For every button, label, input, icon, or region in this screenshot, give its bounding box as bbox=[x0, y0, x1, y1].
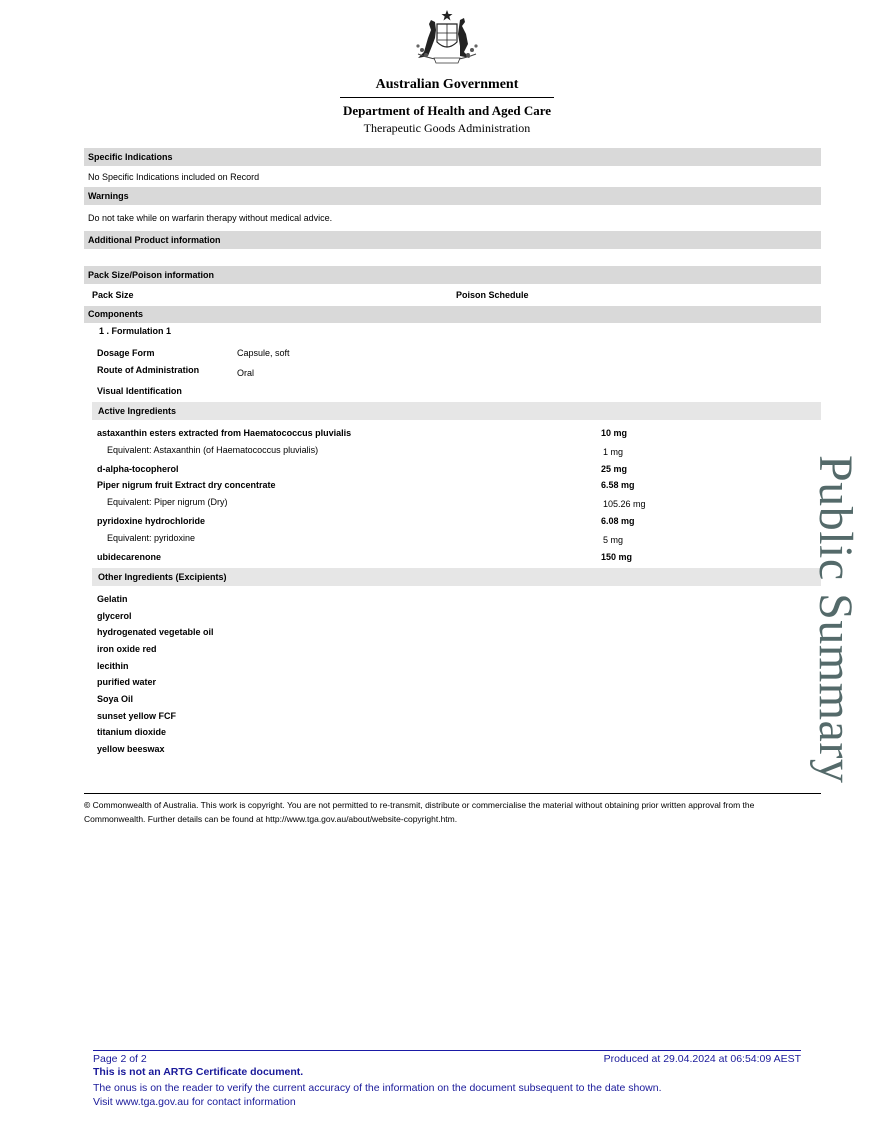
department-title: Department of Health and Aged Care bbox=[342, 103, 552, 118]
dosage-form-label: Dosage Form bbox=[97, 348, 155, 358]
visual-identification-label: Visual Identification bbox=[97, 386, 182, 396]
active-ingredient-amount: 25 mg bbox=[601, 464, 628, 474]
excipient-item: lecithin bbox=[97, 661, 129, 671]
excipient-item: Soya Oil bbox=[97, 694, 134, 704]
active-ingredient-amount: 10 mg bbox=[601, 428, 628, 438]
active-ingredient-name: Piper nigrum fruit Extract dry concentrate bbox=[97, 480, 276, 490]
contact-notice: Visit www.tga.gov.au for contact information bbox=[93, 1096, 296, 1108]
active-ingredient-amount: 6.58 mg bbox=[601, 480, 635, 490]
dosage-form-value: Capsule, soft bbox=[237, 348, 290, 358]
equivalent-ingredient-name: Equivalent: Piper nigrum (Dry) bbox=[107, 497, 228, 507]
coat-of-arms-logo bbox=[404, 8, 490, 70]
excipient-item: sunset yellow FCF bbox=[97, 711, 177, 721]
equivalent-ingredient-amount: 5 mg bbox=[603, 535, 624, 545]
copyright-notice bbox=[84, 798, 814, 826]
section-header-additional-info: Additional Product information bbox=[84, 231, 821, 249]
excipient-item: glycerol bbox=[97, 611, 132, 621]
active-ingredient-name: astaxanthin esters extracted from Haematococcus pluvialis bbox=[97, 428, 352, 438]
footer-divider bbox=[93, 1050, 801, 1051]
excipient-item: yellow beeswax bbox=[97, 744, 165, 754]
section-header-pack-size: Pack Size/Poison information bbox=[84, 266, 821, 284]
excipient-item: Gelatin bbox=[97, 594, 128, 604]
public-summary-watermark: Public Summary bbox=[809, 455, 862, 784]
active-ingredients-header: Active Ingredients bbox=[92, 402, 821, 420]
equivalent-ingredient-name: Equivalent: Astaxanthin (of Haematococcus pluvialis) bbox=[107, 445, 319, 455]
route-of-administration-value: Oral bbox=[237, 368, 255, 378]
poison-schedule-column-header: Poison Schedule bbox=[456, 290, 529, 300]
active-ingredient-amount: 6.08 mg bbox=[601, 516, 635, 526]
specific-indications-text: No Specific Indications included on Record bbox=[88, 172, 260, 182]
formulation-title: 1 . Formulation 1 bbox=[99, 326, 172, 336]
excipient-item: hydrogenated vegetable oil bbox=[97, 627, 214, 637]
active-ingredient-name: d-alpha-tocopherol bbox=[97, 464, 179, 474]
section-header-warnings: Warnings bbox=[84, 187, 821, 205]
copyright-symbol: © bbox=[84, 800, 91, 810]
copyright-text: Commonwealth of Australia. This work is copyright. You are not permitted to re-transmit, distribute or commercialise the material without obtaining prior written approval from the Commonwealth. Further details can be found at http://www.tga.gov.au/about/website-copyright.htm. bbox=[84, 800, 755, 824]
equivalent-ingredient-amount: 1 mg bbox=[603, 447, 624, 457]
header-divider bbox=[340, 97, 554, 98]
active-ingredient-name: ubidecarenone bbox=[97, 552, 162, 562]
excipient-item: purified water bbox=[97, 677, 157, 687]
produced-timestamp: Produced at 29.04.2024 at 06:54:09 AEST bbox=[603, 1053, 801, 1065]
pack-size-column-header: Pack Size bbox=[92, 290, 134, 300]
not-certificate-notice: This is not an ARTG Certificate document. bbox=[93, 1066, 304, 1078]
equivalent-ingredient-amount: 105.26 mg bbox=[603, 499, 646, 509]
page-number: Page 2 of 2 bbox=[93, 1053, 147, 1065]
route-of-administration-label: Route of Administration bbox=[97, 365, 200, 375]
government-title: Australian Government bbox=[375, 77, 519, 92]
excipient-item: iron oxide red bbox=[97, 644, 157, 654]
active-ingredient-amount: 150 mg bbox=[601, 552, 633, 562]
equivalent-ingredient-name: Equivalent: pyridoxine bbox=[107, 533, 196, 543]
section-header-components: Components bbox=[84, 306, 821, 323]
copyright-divider bbox=[84, 793, 821, 794]
section-header-specific-indications: Specific Indications bbox=[84, 148, 821, 166]
excipient-item: titanium dioxide bbox=[97, 727, 167, 737]
other-ingredients-header: Other Ingredients (Excipients) bbox=[92, 568, 821, 586]
warnings-text: Do not take while on warfarin therapy without medical advice. bbox=[88, 213, 333, 223]
active-ingredient-name: pyridoxine hydrochloride bbox=[97, 516, 206, 526]
onus-notice: The onus is on the reader to verify the current accuracy of the information on the document subsequent to the date shown. bbox=[93, 1082, 662, 1094]
agency-title: Therapeutic Goods Administration bbox=[363, 121, 531, 135]
